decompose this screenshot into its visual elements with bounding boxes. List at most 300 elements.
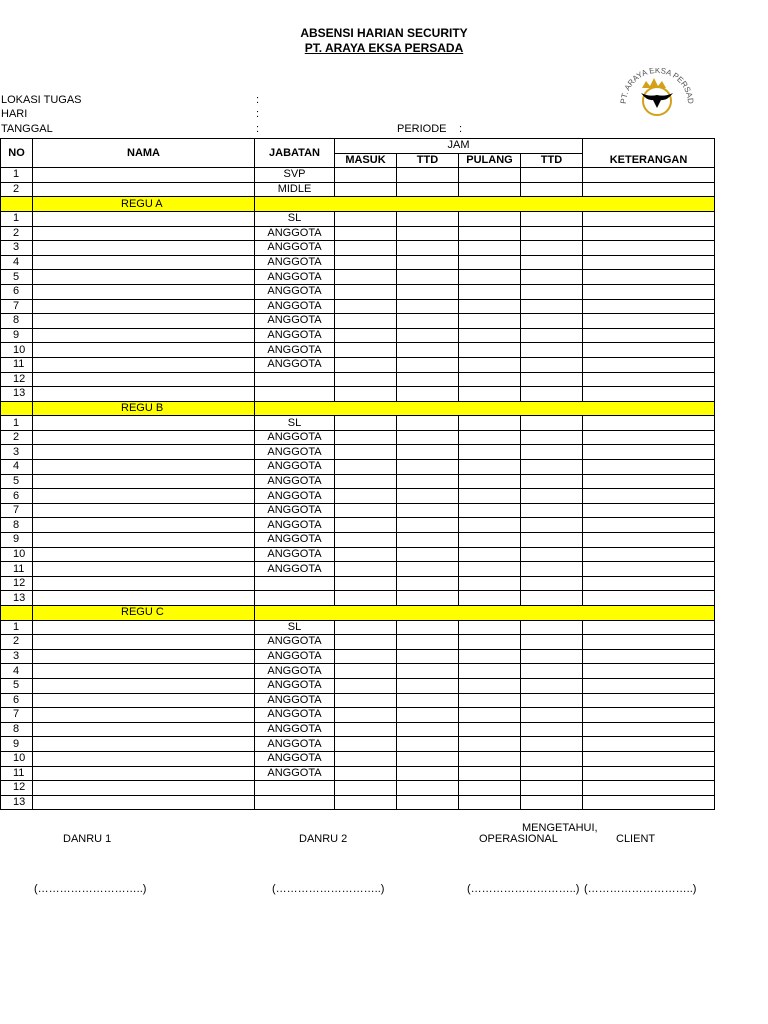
keterangan-cell[interactable] bbox=[583, 781, 715, 796]
ttd1-cell[interactable] bbox=[397, 387, 459, 402]
keterangan-cell[interactable] bbox=[583, 795, 715, 810]
pulang-cell[interactable] bbox=[459, 270, 521, 285]
row-no: 8 bbox=[1, 518, 33, 533]
ttd2-cell[interactable] bbox=[521, 460, 583, 475]
ttd2-cell[interactable] bbox=[521, 387, 583, 402]
pulang-cell[interactable] bbox=[459, 182, 521, 197]
ttd1-cell[interactable] bbox=[397, 503, 459, 518]
row-no: 1 bbox=[1, 211, 33, 226]
company-logo bbox=[612, 68, 696, 125]
ttd1-cell[interactable] bbox=[397, 547, 459, 562]
keterangan-cell[interactable] bbox=[583, 547, 715, 562]
masuk-cell[interactable] bbox=[335, 678, 397, 693]
ttd1-cell[interactable] bbox=[397, 766, 459, 781]
masuk-cell[interactable] bbox=[335, 518, 397, 533]
masuk-cell[interactable] bbox=[335, 781, 397, 796]
ttd2-cell[interactable] bbox=[521, 533, 583, 548]
masuk-cell[interactable] bbox=[335, 357, 397, 372]
ttd2-cell[interactable] bbox=[521, 343, 583, 358]
pulang-cell[interactable] bbox=[459, 795, 521, 810]
table-row bbox=[1, 518, 715, 533]
nama-cell[interactable] bbox=[33, 591, 255, 606]
pulang-cell[interactable] bbox=[459, 781, 521, 796]
jabatan-cell: ANGGOTA bbox=[255, 314, 335, 329]
keterangan-cell[interactable] bbox=[583, 474, 715, 489]
table-row bbox=[1, 387, 715, 402]
masuk-cell[interactable] bbox=[335, 182, 397, 197]
ttd2-cell[interactable] bbox=[521, 328, 583, 343]
keterangan-cell[interactable] bbox=[583, 576, 715, 591]
nama-cell[interactable] bbox=[33, 430, 255, 445]
nama-cell[interactable] bbox=[33, 620, 255, 635]
keterangan-cell[interactable] bbox=[583, 620, 715, 635]
nama-cell[interactable] bbox=[33, 343, 255, 358]
ttd2-cell[interactable] bbox=[521, 576, 583, 591]
pulang-cell[interactable] bbox=[459, 635, 521, 650]
nama-cell[interactable] bbox=[33, 503, 255, 518]
keterangan-cell[interactable] bbox=[583, 708, 715, 723]
nama-cell[interactable] bbox=[33, 693, 255, 708]
ttd1-cell[interactable] bbox=[397, 489, 459, 504]
row-no: 10 bbox=[1, 751, 33, 766]
group-fill-cell bbox=[255, 401, 715, 416]
nama-cell[interactable] bbox=[33, 708, 255, 723]
danru2-label: DANRU 2 bbox=[299, 833, 348, 845]
ttd1-cell[interactable] bbox=[397, 533, 459, 548]
ttd1-cell[interactable] bbox=[397, 620, 459, 635]
pulang-cell[interactable] bbox=[459, 562, 521, 577]
ttd2-cell[interactable] bbox=[521, 518, 583, 533]
keterangan-cell[interactable] bbox=[583, 518, 715, 533]
ttd1-cell[interactable] bbox=[397, 284, 459, 299]
keterangan-cell[interactable] bbox=[583, 343, 715, 358]
nama-cell[interactable] bbox=[33, 416, 255, 431]
keterangan-cell[interactable] bbox=[583, 635, 715, 650]
nama-cell[interactable] bbox=[33, 460, 255, 475]
nama-cell[interactable] bbox=[33, 489, 255, 504]
ttd2-cell[interactable] bbox=[521, 678, 583, 693]
table-row bbox=[1, 460, 715, 475]
jabatan-cell: SL bbox=[255, 620, 335, 635]
jabatan-cell bbox=[255, 795, 335, 810]
ttd2-cell[interactable] bbox=[521, 635, 583, 650]
ttd1-cell[interactable] bbox=[397, 430, 459, 445]
ttd2-cell[interactable] bbox=[521, 693, 583, 708]
pulang-cell[interactable] bbox=[459, 708, 521, 723]
ttd1-cell[interactable] bbox=[397, 182, 459, 197]
table-row bbox=[1, 182, 715, 197]
logo-text: PT. ARAYA EKSA PERSAD bbox=[618, 68, 696, 105]
nama-cell[interactable] bbox=[33, 241, 255, 256]
masuk-cell[interactable] bbox=[335, 387, 397, 402]
ttd2-cell[interactable] bbox=[521, 284, 583, 299]
masuk-cell[interactable] bbox=[335, 766, 397, 781]
ttd2-cell[interactable] bbox=[521, 489, 583, 504]
row-no: 4 bbox=[1, 664, 33, 679]
keterangan-cell[interactable] bbox=[583, 387, 715, 402]
table-row bbox=[1, 766, 715, 781]
pulang-cell[interactable] bbox=[459, 328, 521, 343]
masuk-cell[interactable] bbox=[335, 751, 397, 766]
row-no: 6 bbox=[1, 693, 33, 708]
ttd2-cell[interactable] bbox=[521, 781, 583, 796]
keterangan-cell[interactable] bbox=[583, 751, 715, 766]
col-jam-header: JAM bbox=[335, 139, 583, 154]
masuk-cell[interactable] bbox=[335, 474, 397, 489]
ttd1-cell[interactable] bbox=[397, 562, 459, 577]
masuk-cell[interactable] bbox=[335, 722, 397, 737]
nama-cell[interactable] bbox=[33, 255, 255, 270]
masuk-cell[interactable] bbox=[335, 562, 397, 577]
masuk-cell[interactable] bbox=[335, 343, 397, 358]
keterangan-cell[interactable] bbox=[583, 314, 715, 329]
keterangan-cell[interactable] bbox=[583, 182, 715, 197]
ttd2-cell[interactable] bbox=[521, 430, 583, 445]
masuk-cell[interactable] bbox=[335, 664, 397, 679]
nama-cell[interactable] bbox=[33, 678, 255, 693]
table-row bbox=[1, 649, 715, 664]
table-row bbox=[1, 664, 715, 679]
pulang-cell[interactable] bbox=[459, 211, 521, 226]
keterangan-cell[interactable] bbox=[583, 693, 715, 708]
pulang-cell[interactable] bbox=[459, 489, 521, 504]
masuk-cell[interactable] bbox=[335, 503, 397, 518]
ttd1-cell[interactable] bbox=[397, 576, 459, 591]
nama-cell[interactable] bbox=[33, 722, 255, 737]
nama-cell[interactable] bbox=[33, 766, 255, 781]
nama-cell[interactable] bbox=[33, 751, 255, 766]
ttd2-cell[interactable] bbox=[521, 255, 583, 270]
pulang-cell[interactable] bbox=[459, 416, 521, 431]
row-no: 7 bbox=[1, 299, 33, 314]
nama-cell[interactable] bbox=[33, 357, 255, 372]
pulang-cell[interactable] bbox=[459, 372, 521, 387]
keterangan-cell[interactable] bbox=[583, 591, 715, 606]
ttd2-cell[interactable] bbox=[521, 416, 583, 431]
pulang-cell[interactable] bbox=[459, 460, 521, 475]
nama-cell[interactable] bbox=[33, 270, 255, 285]
keterangan-cell[interactable] bbox=[583, 503, 715, 518]
nama-cell[interactable] bbox=[33, 387, 255, 402]
ttd1-cell[interactable] bbox=[397, 168, 459, 183]
company-name: PT. ARAYA EKSA PERSADA bbox=[304, 41, 464, 55]
ttd2-cell[interactable] bbox=[521, 241, 583, 256]
ttd1-cell[interactable] bbox=[397, 781, 459, 796]
masuk-cell[interactable] bbox=[335, 708, 397, 723]
group-header-row bbox=[1, 401, 715, 416]
pulang-cell[interactable] bbox=[459, 693, 521, 708]
pulang-cell[interactable] bbox=[459, 387, 521, 402]
ttd2-cell[interactable] bbox=[521, 649, 583, 664]
pulang-cell[interactable] bbox=[459, 255, 521, 270]
table-row bbox=[1, 489, 715, 504]
pulang-cell[interactable] bbox=[459, 474, 521, 489]
pulang-cell[interactable] bbox=[459, 620, 521, 635]
jabatan-cell: ANGGOTA bbox=[255, 708, 335, 723]
pulang-cell[interactable] bbox=[459, 503, 521, 518]
masuk-cell[interactable] bbox=[335, 299, 397, 314]
table-row bbox=[1, 562, 715, 577]
group-fill-cell bbox=[255, 606, 715, 621]
table-row bbox=[1, 781, 715, 796]
nama-cell[interactable] bbox=[33, 518, 255, 533]
ttd2-cell[interactable] bbox=[521, 211, 583, 226]
masuk-cell[interactable] bbox=[335, 284, 397, 299]
keterangan-cell[interactable] bbox=[583, 241, 715, 256]
ttd2-cell[interactable] bbox=[521, 226, 583, 241]
table-row bbox=[1, 591, 715, 606]
pulang-cell[interactable] bbox=[459, 168, 521, 183]
nama-cell[interactable] bbox=[33, 168, 255, 183]
row-no: 10 bbox=[1, 547, 33, 562]
ttd1-cell[interactable] bbox=[397, 708, 459, 723]
pulang-cell[interactable] bbox=[459, 649, 521, 664]
ttd2-cell[interactable] bbox=[521, 474, 583, 489]
masuk-cell[interactable] bbox=[335, 241, 397, 256]
hari-colon: : bbox=[256, 108, 260, 120]
table-row bbox=[1, 430, 715, 445]
pulang-cell[interactable] bbox=[459, 299, 521, 314]
masuk-cell[interactable] bbox=[335, 211, 397, 226]
nama-cell[interactable] bbox=[33, 576, 255, 591]
ttd2-cell[interactable] bbox=[521, 737, 583, 752]
ttd1-cell[interactable] bbox=[397, 693, 459, 708]
ttd2-cell[interactable] bbox=[521, 722, 583, 737]
ttd2-cell[interactable] bbox=[521, 547, 583, 562]
table-row bbox=[1, 445, 715, 460]
nama-cell[interactable] bbox=[33, 182, 255, 197]
ttd1-cell[interactable] bbox=[397, 649, 459, 664]
keterangan-cell[interactable] bbox=[583, 766, 715, 781]
ttd2-cell[interactable] bbox=[521, 314, 583, 329]
ttd1-cell[interactable] bbox=[397, 211, 459, 226]
table-row bbox=[1, 255, 715, 270]
pulang-cell[interactable] bbox=[459, 576, 521, 591]
ttd1-cell[interactable] bbox=[397, 518, 459, 533]
signature-danru2: (………………………..) bbox=[272, 883, 385, 895]
masuk-cell[interactable] bbox=[335, 620, 397, 635]
keterangan-cell[interactable] bbox=[583, 489, 715, 504]
ttd1-cell[interactable] bbox=[397, 474, 459, 489]
jabatan-cell: ANGGOTA bbox=[255, 489, 335, 504]
masuk-cell[interactable] bbox=[335, 649, 397, 664]
ttd1-cell[interactable] bbox=[397, 678, 459, 693]
ttd1-cell[interactable] bbox=[397, 328, 459, 343]
ttd1-cell[interactable] bbox=[397, 795, 459, 810]
keterangan-cell[interactable] bbox=[583, 226, 715, 241]
signature-operasional: (………………………..) bbox=[467, 883, 580, 895]
masuk-cell[interactable] bbox=[335, 693, 397, 708]
client-label: CLIENT bbox=[616, 833, 656, 845]
nama-cell[interactable] bbox=[33, 781, 255, 796]
masuk-cell[interactable] bbox=[335, 460, 397, 475]
nama-cell[interactable] bbox=[33, 372, 255, 387]
ttd2-cell[interactable] bbox=[521, 795, 583, 810]
row-no: 5 bbox=[1, 270, 33, 285]
keterangan-cell[interactable] bbox=[583, 357, 715, 372]
ttd1-cell[interactable] bbox=[397, 255, 459, 270]
ttd2-cell[interactable] bbox=[521, 168, 583, 183]
keterangan-cell[interactable] bbox=[583, 562, 715, 577]
pulang-cell[interactable] bbox=[459, 284, 521, 299]
pulang-cell[interactable] bbox=[459, 547, 521, 562]
pulang-cell[interactable] bbox=[459, 314, 521, 329]
pulang-cell[interactable] bbox=[459, 751, 521, 766]
table-row bbox=[1, 693, 715, 708]
masuk-cell[interactable] bbox=[335, 547, 397, 562]
hari-label: HARI bbox=[1, 108, 28, 120]
keterangan-cell[interactable] bbox=[583, 270, 715, 285]
nama-cell[interactable] bbox=[33, 649, 255, 664]
ttd2-cell[interactable] bbox=[521, 270, 583, 285]
nama-cell[interactable] bbox=[33, 547, 255, 562]
masuk-cell[interactable] bbox=[335, 576, 397, 591]
ttd1-cell[interactable] bbox=[397, 314, 459, 329]
keterangan-cell[interactable] bbox=[583, 664, 715, 679]
row-no: 9 bbox=[1, 328, 33, 343]
keterangan-cell[interactable] bbox=[583, 255, 715, 270]
ttd1-cell[interactable] bbox=[397, 737, 459, 752]
pulang-cell[interactable] bbox=[459, 678, 521, 693]
jabatan-cell: ANGGOTA bbox=[255, 649, 335, 664]
masuk-cell[interactable] bbox=[335, 489, 397, 504]
ttd1-cell[interactable] bbox=[397, 591, 459, 606]
ttd2-cell[interactable] bbox=[521, 664, 583, 679]
nama-cell[interactable] bbox=[33, 533, 255, 548]
ttd1-cell[interactable] bbox=[397, 722, 459, 737]
ttd1-cell[interactable] bbox=[397, 299, 459, 314]
ttd2-cell[interactable] bbox=[521, 591, 583, 606]
keterangan-cell[interactable] bbox=[583, 211, 715, 226]
nama-cell[interactable] bbox=[33, 635, 255, 650]
ttd2-cell[interactable] bbox=[521, 182, 583, 197]
pulang-cell[interactable] bbox=[459, 241, 521, 256]
pulang-cell[interactable] bbox=[459, 445, 521, 460]
nama-cell[interactable] bbox=[33, 284, 255, 299]
nama-cell[interactable] bbox=[33, 795, 255, 810]
pulang-cell[interactable] bbox=[459, 357, 521, 372]
nama-cell[interactable] bbox=[33, 474, 255, 489]
keterangan-cell[interactable] bbox=[583, 649, 715, 664]
pulang-cell[interactable] bbox=[459, 343, 521, 358]
ttd2-cell[interactable] bbox=[521, 562, 583, 577]
pulang-cell[interactable] bbox=[459, 737, 521, 752]
ttd1-cell[interactable] bbox=[397, 416, 459, 431]
ttd1-cell[interactable] bbox=[397, 372, 459, 387]
group-name: REGU A bbox=[33, 197, 255, 212]
ttd2-cell[interactable] bbox=[521, 357, 583, 372]
ttd2-cell[interactable] bbox=[521, 620, 583, 635]
jabatan-cell: ANGGOTA bbox=[255, 693, 335, 708]
keterangan-cell[interactable] bbox=[583, 445, 715, 460]
masuk-cell[interactable] bbox=[335, 255, 397, 270]
keterangan-cell[interactable] bbox=[583, 533, 715, 548]
ttd2-cell[interactable] bbox=[521, 503, 583, 518]
ttd1-cell[interactable] bbox=[397, 635, 459, 650]
masuk-cell[interactable] bbox=[335, 430, 397, 445]
nama-cell[interactable] bbox=[33, 328, 255, 343]
masuk-cell[interactable] bbox=[335, 635, 397, 650]
ttd1-cell[interactable] bbox=[397, 445, 459, 460]
ttd2-cell[interactable] bbox=[521, 445, 583, 460]
nama-cell[interactable] bbox=[33, 737, 255, 752]
ttd1-cell[interactable] bbox=[397, 460, 459, 475]
jabatan-cell bbox=[255, 387, 335, 402]
masuk-cell[interactable] bbox=[335, 795, 397, 810]
ttd2-cell[interactable] bbox=[521, 708, 583, 723]
ttd2-cell[interactable] bbox=[521, 751, 583, 766]
pulang-cell[interactable] bbox=[459, 664, 521, 679]
keterangan-cell[interactable] bbox=[583, 678, 715, 693]
table-row bbox=[1, 328, 715, 343]
keterangan-cell[interactable] bbox=[583, 460, 715, 475]
ttd1-cell[interactable] bbox=[397, 357, 459, 372]
masuk-cell[interactable] bbox=[335, 533, 397, 548]
row-no: 9 bbox=[1, 533, 33, 548]
ttd1-cell[interactable] bbox=[397, 241, 459, 256]
masuk-cell[interactable] bbox=[335, 591, 397, 606]
keterangan-cell[interactable] bbox=[583, 737, 715, 752]
ttd1-cell[interactable] bbox=[397, 343, 459, 358]
nama-cell[interactable] bbox=[33, 562, 255, 577]
pulang-cell[interactable] bbox=[459, 430, 521, 445]
keterangan-cell[interactable] bbox=[583, 328, 715, 343]
keterangan-cell[interactable] bbox=[583, 284, 715, 299]
ttd2-cell[interactable] bbox=[521, 766, 583, 781]
pulang-cell[interactable] bbox=[459, 533, 521, 548]
masuk-cell[interactable] bbox=[335, 168, 397, 183]
masuk-cell[interactable] bbox=[335, 314, 397, 329]
row-no: 5 bbox=[1, 678, 33, 693]
nama-cell[interactable] bbox=[33, 299, 255, 314]
row-no: 13 bbox=[1, 591, 33, 606]
pulang-cell[interactable] bbox=[459, 722, 521, 737]
ttd1-cell[interactable] bbox=[397, 270, 459, 285]
keterangan-cell[interactable] bbox=[583, 430, 715, 445]
pulang-cell[interactable] bbox=[459, 226, 521, 241]
group-name: REGU B bbox=[33, 401, 255, 416]
ttd1-cell[interactable] bbox=[397, 751, 459, 766]
masuk-cell[interactable] bbox=[335, 328, 397, 343]
pulang-cell[interactable] bbox=[459, 591, 521, 606]
pulang-cell[interactable] bbox=[459, 766, 521, 781]
nama-cell[interactable] bbox=[33, 226, 255, 241]
masuk-cell[interactable] bbox=[335, 445, 397, 460]
ttd2-cell[interactable] bbox=[521, 299, 583, 314]
row-no: 12 bbox=[1, 576, 33, 591]
masuk-cell[interactable] bbox=[335, 270, 397, 285]
nama-cell[interactable] bbox=[33, 211, 255, 226]
nama-cell[interactable] bbox=[33, 445, 255, 460]
masuk-cell[interactable] bbox=[335, 737, 397, 752]
tanggal-label: TANGGAL bbox=[1, 123, 53, 135]
keterangan-cell[interactable] bbox=[583, 299, 715, 314]
keterangan-cell[interactable] bbox=[583, 722, 715, 737]
ttd1-cell[interactable] bbox=[397, 664, 459, 679]
pulang-cell[interactable] bbox=[459, 518, 521, 533]
keterangan-cell[interactable] bbox=[583, 416, 715, 431]
masuk-cell[interactable] bbox=[335, 226, 397, 241]
nama-cell[interactable] bbox=[33, 314, 255, 329]
keterangan-cell[interactable] bbox=[583, 372, 715, 387]
row-no: 12 bbox=[1, 781, 33, 796]
ttd2-cell[interactable] bbox=[521, 372, 583, 387]
masuk-cell[interactable] bbox=[335, 416, 397, 431]
keterangan-cell[interactable] bbox=[583, 168, 715, 183]
nama-cell[interactable] bbox=[33, 664, 255, 679]
masuk-cell[interactable] bbox=[335, 372, 397, 387]
ttd1-cell[interactable] bbox=[397, 226, 459, 241]
